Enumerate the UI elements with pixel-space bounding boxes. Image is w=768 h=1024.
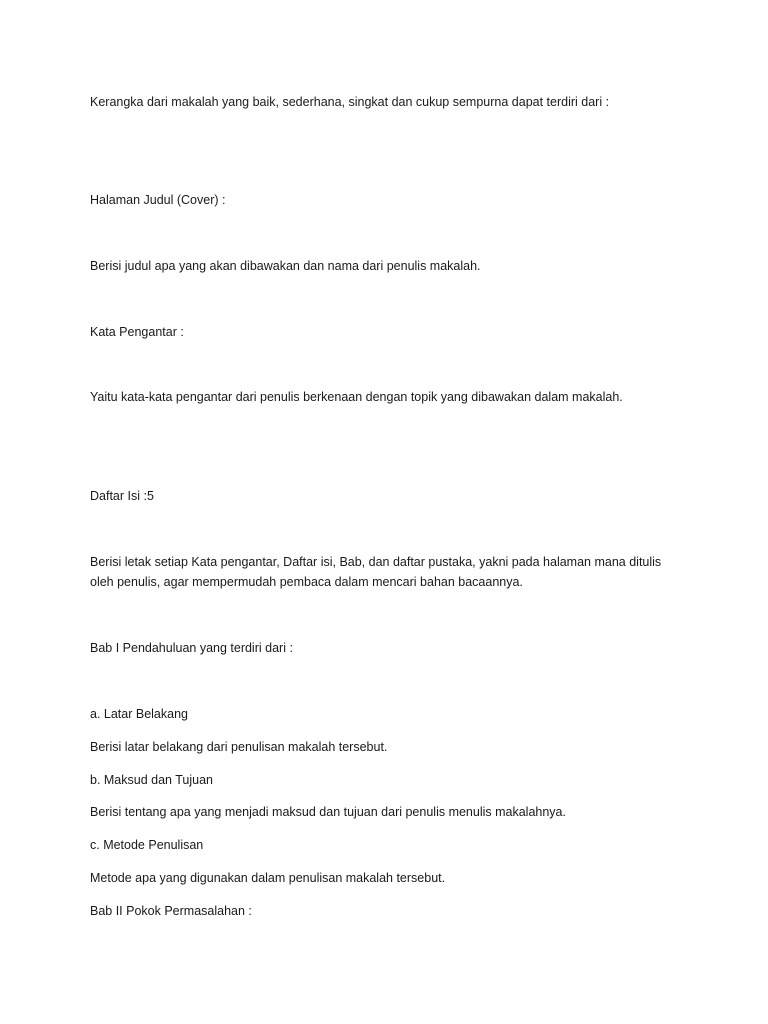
chapter2-heading: Bab II Pokok Permasalahan : bbox=[90, 904, 252, 918]
cover-heading: Halaman Judul (Cover) : bbox=[90, 193, 226, 207]
intro-text: Kerangka dari makalah yang baik, sederhana, singkat dan cukup sempurna dapat terdiri dari : bbox=[90, 95, 610, 109]
method-description: Metode apa yang digunakan dalam penulisan makalah tersebut. bbox=[90, 871, 446, 885]
method-heading: c. Metode Penulisan bbox=[90, 838, 204, 852]
toc-description: Berisi letak setiap Kata pengantar, Daftar isi, Bab, dan daftar pustaka, yakni pada halaman mana ditulis oleh penulis, agar mempermudah pembaca dalam mencari bahan bacaannya. bbox=[90, 555, 662, 589]
purpose-description: Berisi tentang apa yang menjadi maksud dan tujuan dari penulis menulis makalahnya. bbox=[90, 805, 566, 819]
toc-heading: Daftar Isi :5 bbox=[90, 489, 154, 503]
cover-description: Berisi judul apa yang akan dibawakan dan nama dari penulis makalah. bbox=[90, 259, 481, 273]
chapter1-heading: Bab I Pendahuluan yang terdiri dari : bbox=[90, 641, 293, 655]
background-description: Berisi latar belakang dari penulisan makalah tersebut. bbox=[90, 740, 388, 754]
purpose-heading: b. Maksud dan Tujuan bbox=[90, 773, 213, 787]
preface-heading: Kata Pengantar : bbox=[90, 325, 184, 339]
preface-description: Yaitu kata-kata pengantar dari penulis berkenaan dengan topik yang dibawakan dalam makalah. bbox=[90, 390, 623, 404]
background-heading: a. Latar Belakang bbox=[90, 707, 188, 721]
